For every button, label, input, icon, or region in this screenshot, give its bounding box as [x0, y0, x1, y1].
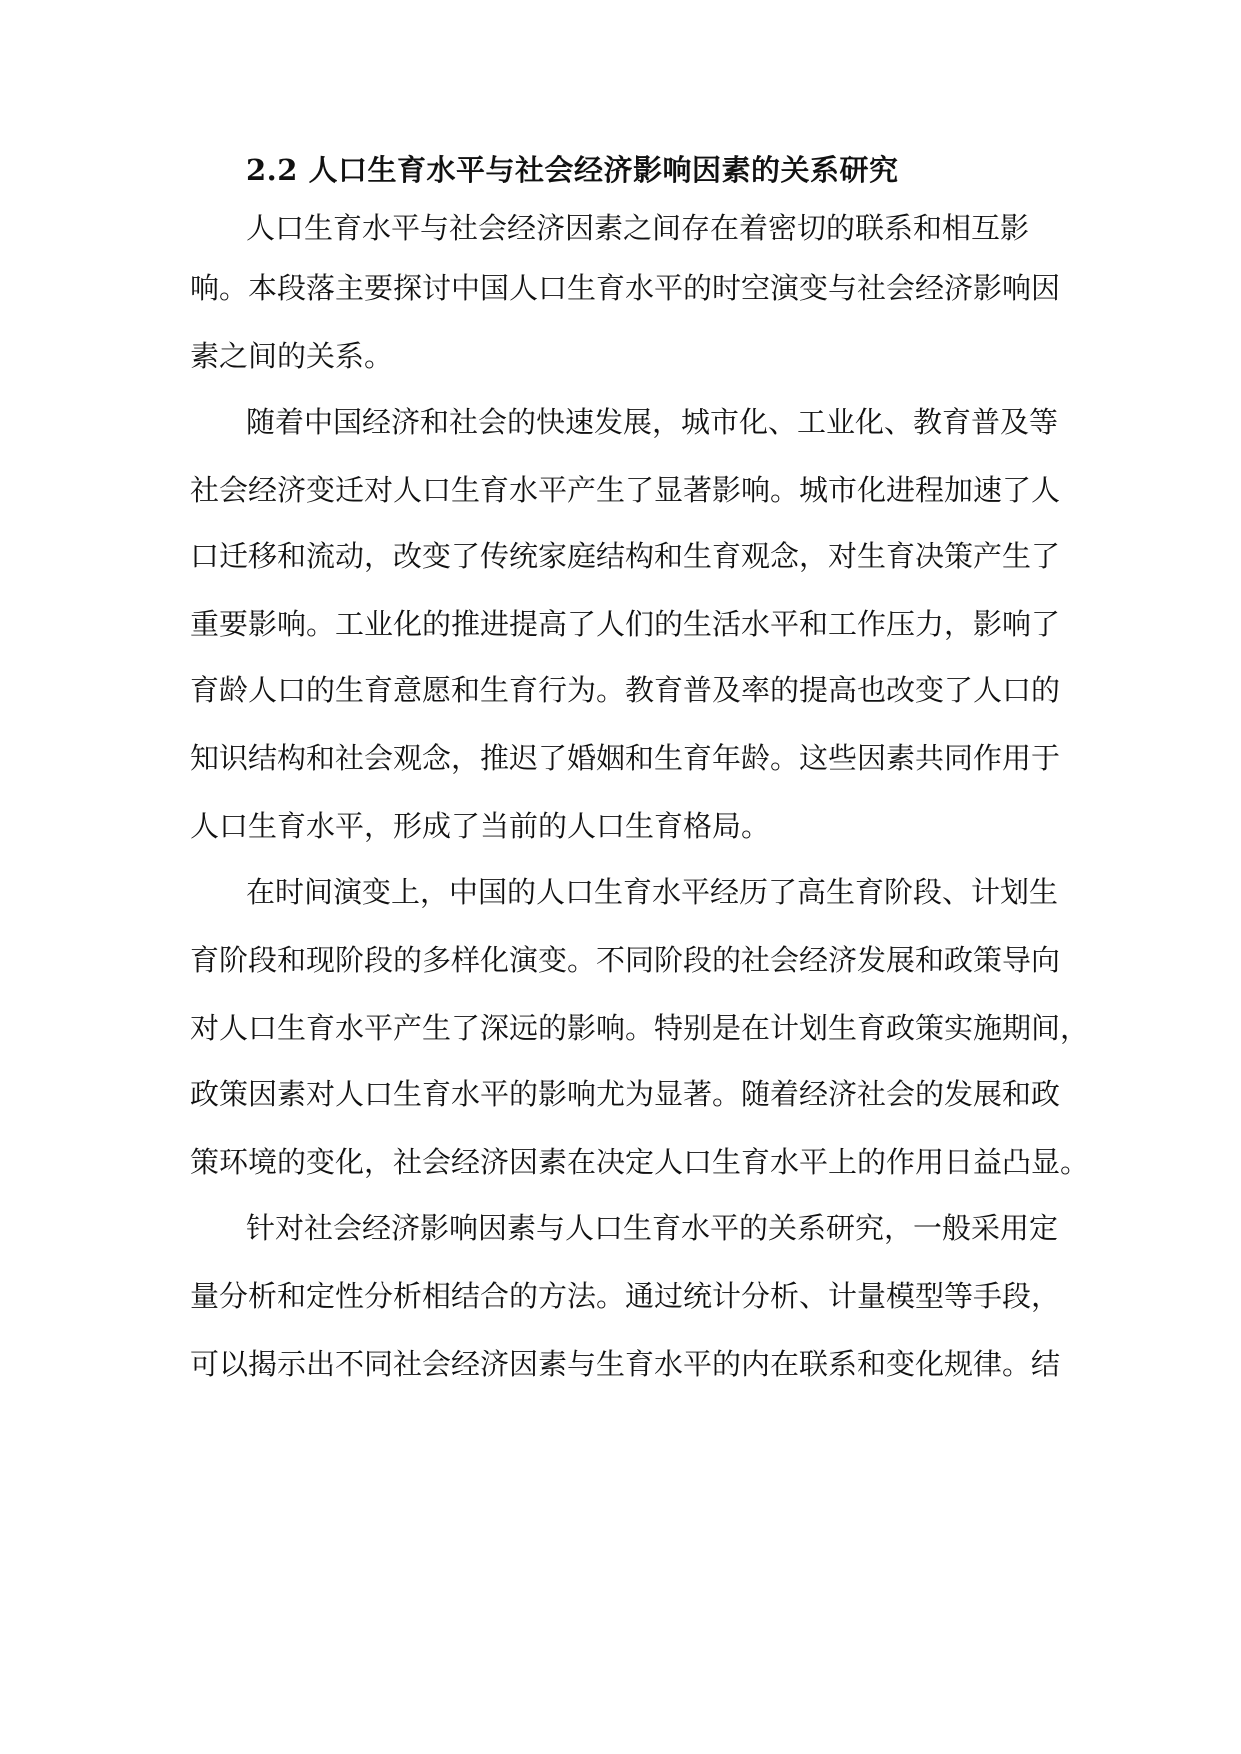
paragraph-4-line-1: 针对社会经济影响因素与人口生育水平的关系研究，一般采用定	[246, 1211, 1059, 1245]
paragraph-4-line-3: 可以揭示出不同社会经济因素与生育水平的内在联系和变化规律。结	[190, 1347, 1061, 1381]
paragraph-3-line-4: 政策因素对人口生育水平的影响尤为显著。随着经济社会的发展和政	[190, 1077, 1061, 1111]
paragraph-3-line-3: 对人口生育水平产生了深远的影响。特别是在计划生育政策实施期间，	[190, 1011, 1090, 1045]
paragraph-2-line-4: 重要影响。工业化的推进提高了人们的生活水平和工作压力，影响了	[190, 607, 1061, 641]
paragraph-2-line-1: 随着中国经济和社会的快速发展，城市化、工业化、教育普及等	[246, 405, 1059, 439]
paragraph-2-line-2: 社会经济变迁对人口生育水平产生了显著影响。城市化进程加速了人	[190, 473, 1061, 507]
paragraph-4-line-2: 量分析和定性分析相结合的方法。通过统计分析、计量模型等手段，	[190, 1279, 1061, 1313]
paragraph-3-line-1: 在时间演变上，中国的人口生育水平经历了高生育阶段、计划生	[246, 875, 1059, 909]
paragraph-3-line-5: 策环境的变化，社会经济因素在决定人口生育水平上的作用日益凸显。	[190, 1145, 1090, 1179]
paragraph-2-line-6: 知识结构和社会观念，推迟了婚姻和生育年龄。这些因素共同作用于	[190, 741, 1061, 775]
paragraph-2-line-5: 育龄人口的生育意愿和生育行为。教育普及率的提高也改变了人口的	[190, 673, 1061, 707]
section-heading: 2.2 人口生育水平与社会经济影响因素的关系研究	[246, 153, 899, 187]
paragraph-1-line-3: 素之间的关系。	[190, 339, 394, 373]
paragraph-2-line-3: 口迁移和流动，改变了传统家庭结构和生育观念，对生育决策产生了	[190, 539, 1061, 573]
paragraph-3-line-2: 育阶段和现阶段的多样化演变。不同阶段的社会经济发展和政策导向	[190, 943, 1061, 977]
paragraph-1-line-1: 人口生育水平与社会经济因素之间存在着密切的联系和相互影	[246, 211, 1030, 245]
paragraph-2-line-7: 人口生育水平，形成了当前的人口生育格局。	[190, 809, 771, 843]
paragraph-1-line-2: 响。本段落主要探讨中国人口生育水平的时空演变与社会经济影响因	[190, 271, 1061, 305]
